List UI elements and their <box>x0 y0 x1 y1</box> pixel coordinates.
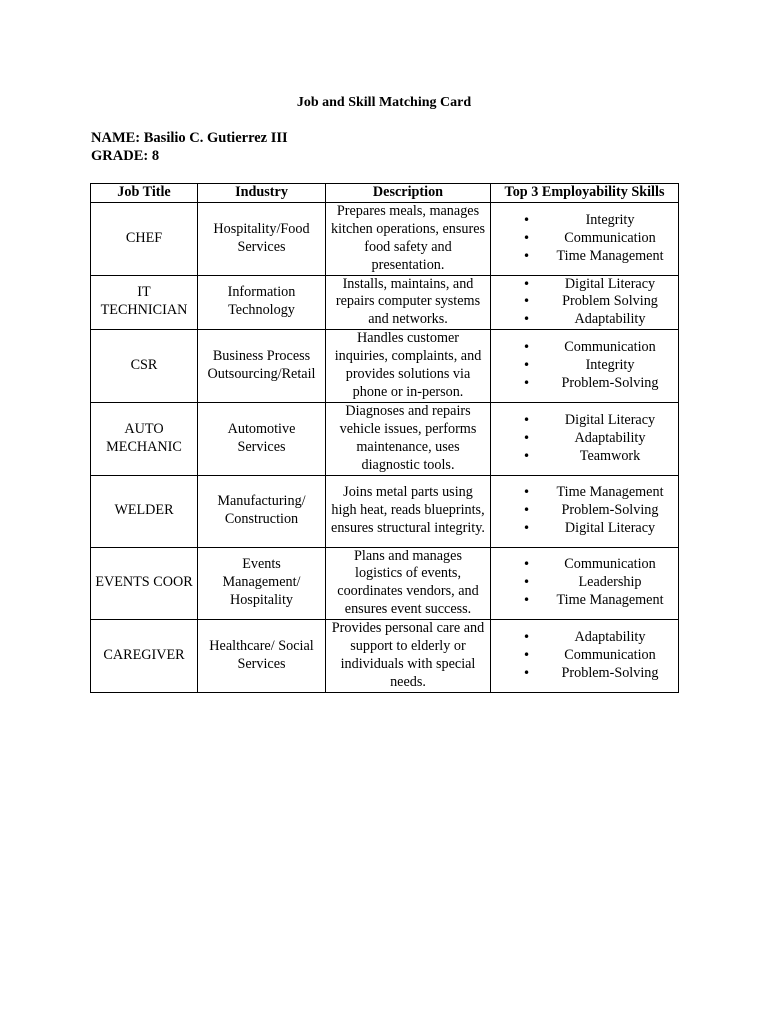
table-row <box>91 547 679 620</box>
skill-item: • Communication <box>495 647 674 665</box>
skills-list <box>495 339 674 393</box>
skill-item: • Integrity <box>495 357 674 375</box>
industry-cell: Healthcare/ Social Services <box>198 620 326 693</box>
table-row <box>91 330 679 403</box>
skills-list <box>495 412 674 466</box>
skill-item: • Time Management <box>495 248 674 266</box>
skill-item: • Teamwork <box>495 448 674 466</box>
skill-item: • Time Management <box>495 484 674 502</box>
header-skills: Top 3 Employability Skills <box>491 184 679 203</box>
table-row <box>91 620 679 693</box>
student-grade: GRADE: 8 <box>91 148 160 164</box>
header-industry: Industry <box>198 184 326 203</box>
job-title-cell: WELDER <box>91 475 198 547</box>
skill-item: • Communication <box>495 339 674 357</box>
skill-item: • Adaptability <box>495 629 674 647</box>
skills-list <box>495 629 674 683</box>
skill-item: • Problem Solving <box>495 293 674 311</box>
skills-list <box>495 212 674 266</box>
job-title-cell: IT TECHNICIAN <box>91 275 198 330</box>
job-title-cell: CAREGIVER <box>91 620 198 693</box>
skill-item: • Communication <box>495 556 674 574</box>
skill-item: • Digital Literacy <box>495 412 674 430</box>
table-row <box>91 475 679 547</box>
skill-item: • Problem-Solving <box>495 502 674 520</box>
student-name: NAME: Basilio C. Gutierrez III <box>91 130 288 146</box>
skills-cell <box>491 402 679 475</box>
job-skill-table <box>90 183 679 693</box>
table-header-row <box>91 184 679 203</box>
industry-cell: Hospitality/Food Services <box>198 202 326 275</box>
table-row <box>91 402 679 475</box>
industry-cell: Manufacturing/ Construction <box>198 475 326 547</box>
job-title-cell: CSR <box>91 330 198 403</box>
industry-cell: Information Technology <box>198 275 326 330</box>
table-row <box>91 275 679 330</box>
document-title: Job and Skill Matching Card <box>296 95 472 110</box>
skill-item: • Problem-Solving <box>495 375 674 393</box>
skills-cell <box>491 275 679 330</box>
job-title-cell: AUTO MECHANIC <box>91 402 198 475</box>
skills-cell <box>491 475 679 547</box>
description-cell: Prepares meals, manages kitchen operations, ensures food safety and presentation. <box>326 202 491 275</box>
skill-item: • Communication <box>495 230 674 248</box>
description-cell: Provides personal care and support to elderly or individuals with special needs. <box>326 620 491 693</box>
skills-cell <box>491 330 679 403</box>
header-description: Description <box>326 184 491 203</box>
skill-item: • Time Management <box>495 592 674 610</box>
skills-cell <box>491 547 679 620</box>
job-title-cell: EVENTS COOR <box>91 547 198 620</box>
description-cell: Installs, maintains, and repairs computer systems and networks. <box>326 275 491 330</box>
description-cell: Plans and manages logistics of events, coordinates vendors, and ensures event success. <box>326 547 491 620</box>
skills-list <box>495 556 674 610</box>
skills-cell <box>491 620 679 693</box>
description-cell: Handles customer inquiries, complaints, and provides solutions via phone or in-person. <box>326 330 491 403</box>
skill-item: • Problem-Solving <box>495 665 674 683</box>
skill-item: • Adaptability <box>495 430 674 448</box>
industry-cell: Business Process Outsourcing/Retail <box>198 330 326 403</box>
description-cell: Joins metal parts using high heat, reads blueprints, ensures structural integrity. <box>326 475 491 547</box>
skill-item: • Digital Literacy <box>495 520 674 538</box>
industry-cell: Events Management/ Hospitality <box>198 547 326 620</box>
skill-item: • Digital Literacy <box>495 276 674 294</box>
skill-item: • Leadership <box>495 574 674 592</box>
skill-item: • Adaptability <box>495 311 674 329</box>
header-job-title: Job Title <box>91 184 198 203</box>
skills-list <box>495 484 674 538</box>
industry-cell: Automotive Services <box>198 402 326 475</box>
job-title-cell: CHEF <box>91 202 198 275</box>
skills-list <box>495 276 674 330</box>
skills-cell <box>491 202 679 275</box>
table-row <box>91 202 679 275</box>
description-cell: Diagnoses and repairs vehicle issues, performs maintenance, uses diagnostic tools. <box>326 402 491 475</box>
skill-item: • Integrity <box>495 212 674 230</box>
